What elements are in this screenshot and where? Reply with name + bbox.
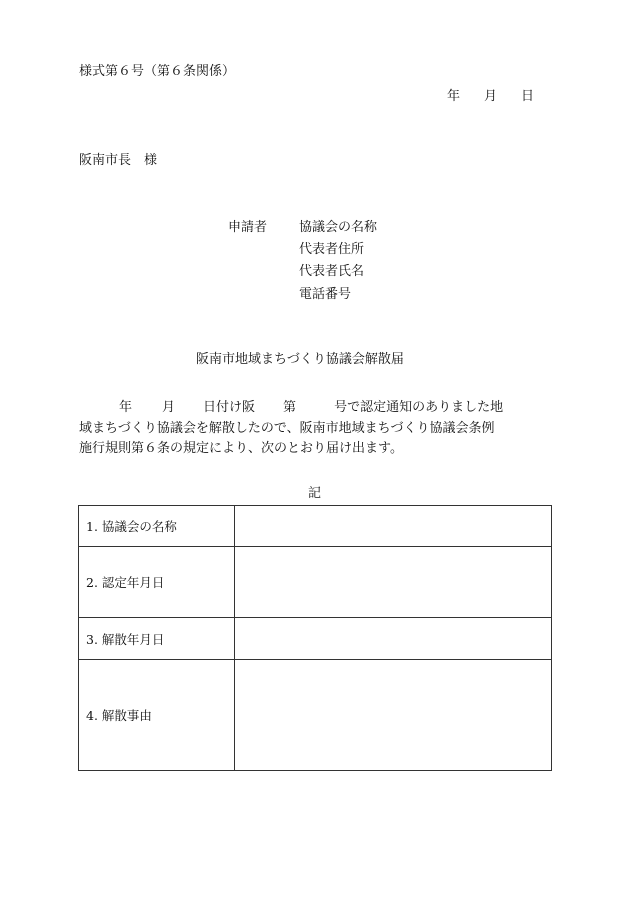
items-table <box>78 505 552 771</box>
applicant-field-rep-address: 代表者住所 <box>299 242 365 257</box>
body-paragraph <box>79 398 559 460</box>
row-label-council-name: 1. 協議会の名称 <box>79 506 235 547</box>
date-month: 月 <box>484 89 498 104</box>
row-value-dissolution-date[interactable] <box>235 618 552 660</box>
date-year: 年 <box>447 89 461 104</box>
applicant-field-rep-name: 代表者氏名 <box>299 264 365 279</box>
body-month: 月 <box>162 400 176 415</box>
row-label-certification-date: 2. 認定年月日 <box>79 547 235 618</box>
row-value-council-name[interactable] <box>235 506 552 547</box>
applicant-label: 申請者 <box>228 220 268 235</box>
row-label-dissolution-reason: 4. 解散事由 <box>79 660 235 771</box>
body-line-1 <box>79 398 559 419</box>
document-title: 阪南市地域まちづくり協議会解散届 <box>196 352 404 367</box>
body-line-2: 域まちづくり協議会を解散したので、阪南市地域まちづくり協議会条例 <box>79 420 495 436</box>
row-value-dissolution-reason[interactable] <box>235 660 552 771</box>
row-value-certification-date[interactable] <box>235 547 552 618</box>
date-day: 日 <box>521 89 535 104</box>
body-rest: 号で認定通知のありました地 <box>334 400 504 415</box>
body-year: 年 <box>119 400 133 415</box>
table-row <box>79 618 552 660</box>
addressee-honorific: 様 <box>144 153 158 168</box>
addressee-name: 阪南市長 <box>79 153 132 168</box>
table-row <box>79 660 552 771</box>
applicant-field-council-name: 協議会の名称 <box>299 220 378 235</box>
table-row <box>79 547 552 618</box>
row-label-dissolution-date: 3. 解散年月日 <box>79 618 235 660</box>
form-number: 様式第６号（第６条関係） <box>79 64 236 79</box>
addressee <box>79 153 157 169</box>
body-line-3: 施行規則第６条の規定により、次のとおり届け出ます。 <box>79 441 403 456</box>
date-line <box>447 89 534 105</box>
table-row <box>79 506 552 547</box>
body-date-suffix: 日付け阪 <box>203 400 256 415</box>
applicant-field-phone: 電話番号 <box>299 287 352 302</box>
body-dai: 第 <box>283 400 297 415</box>
ki-heading: 記 <box>308 486 322 501</box>
